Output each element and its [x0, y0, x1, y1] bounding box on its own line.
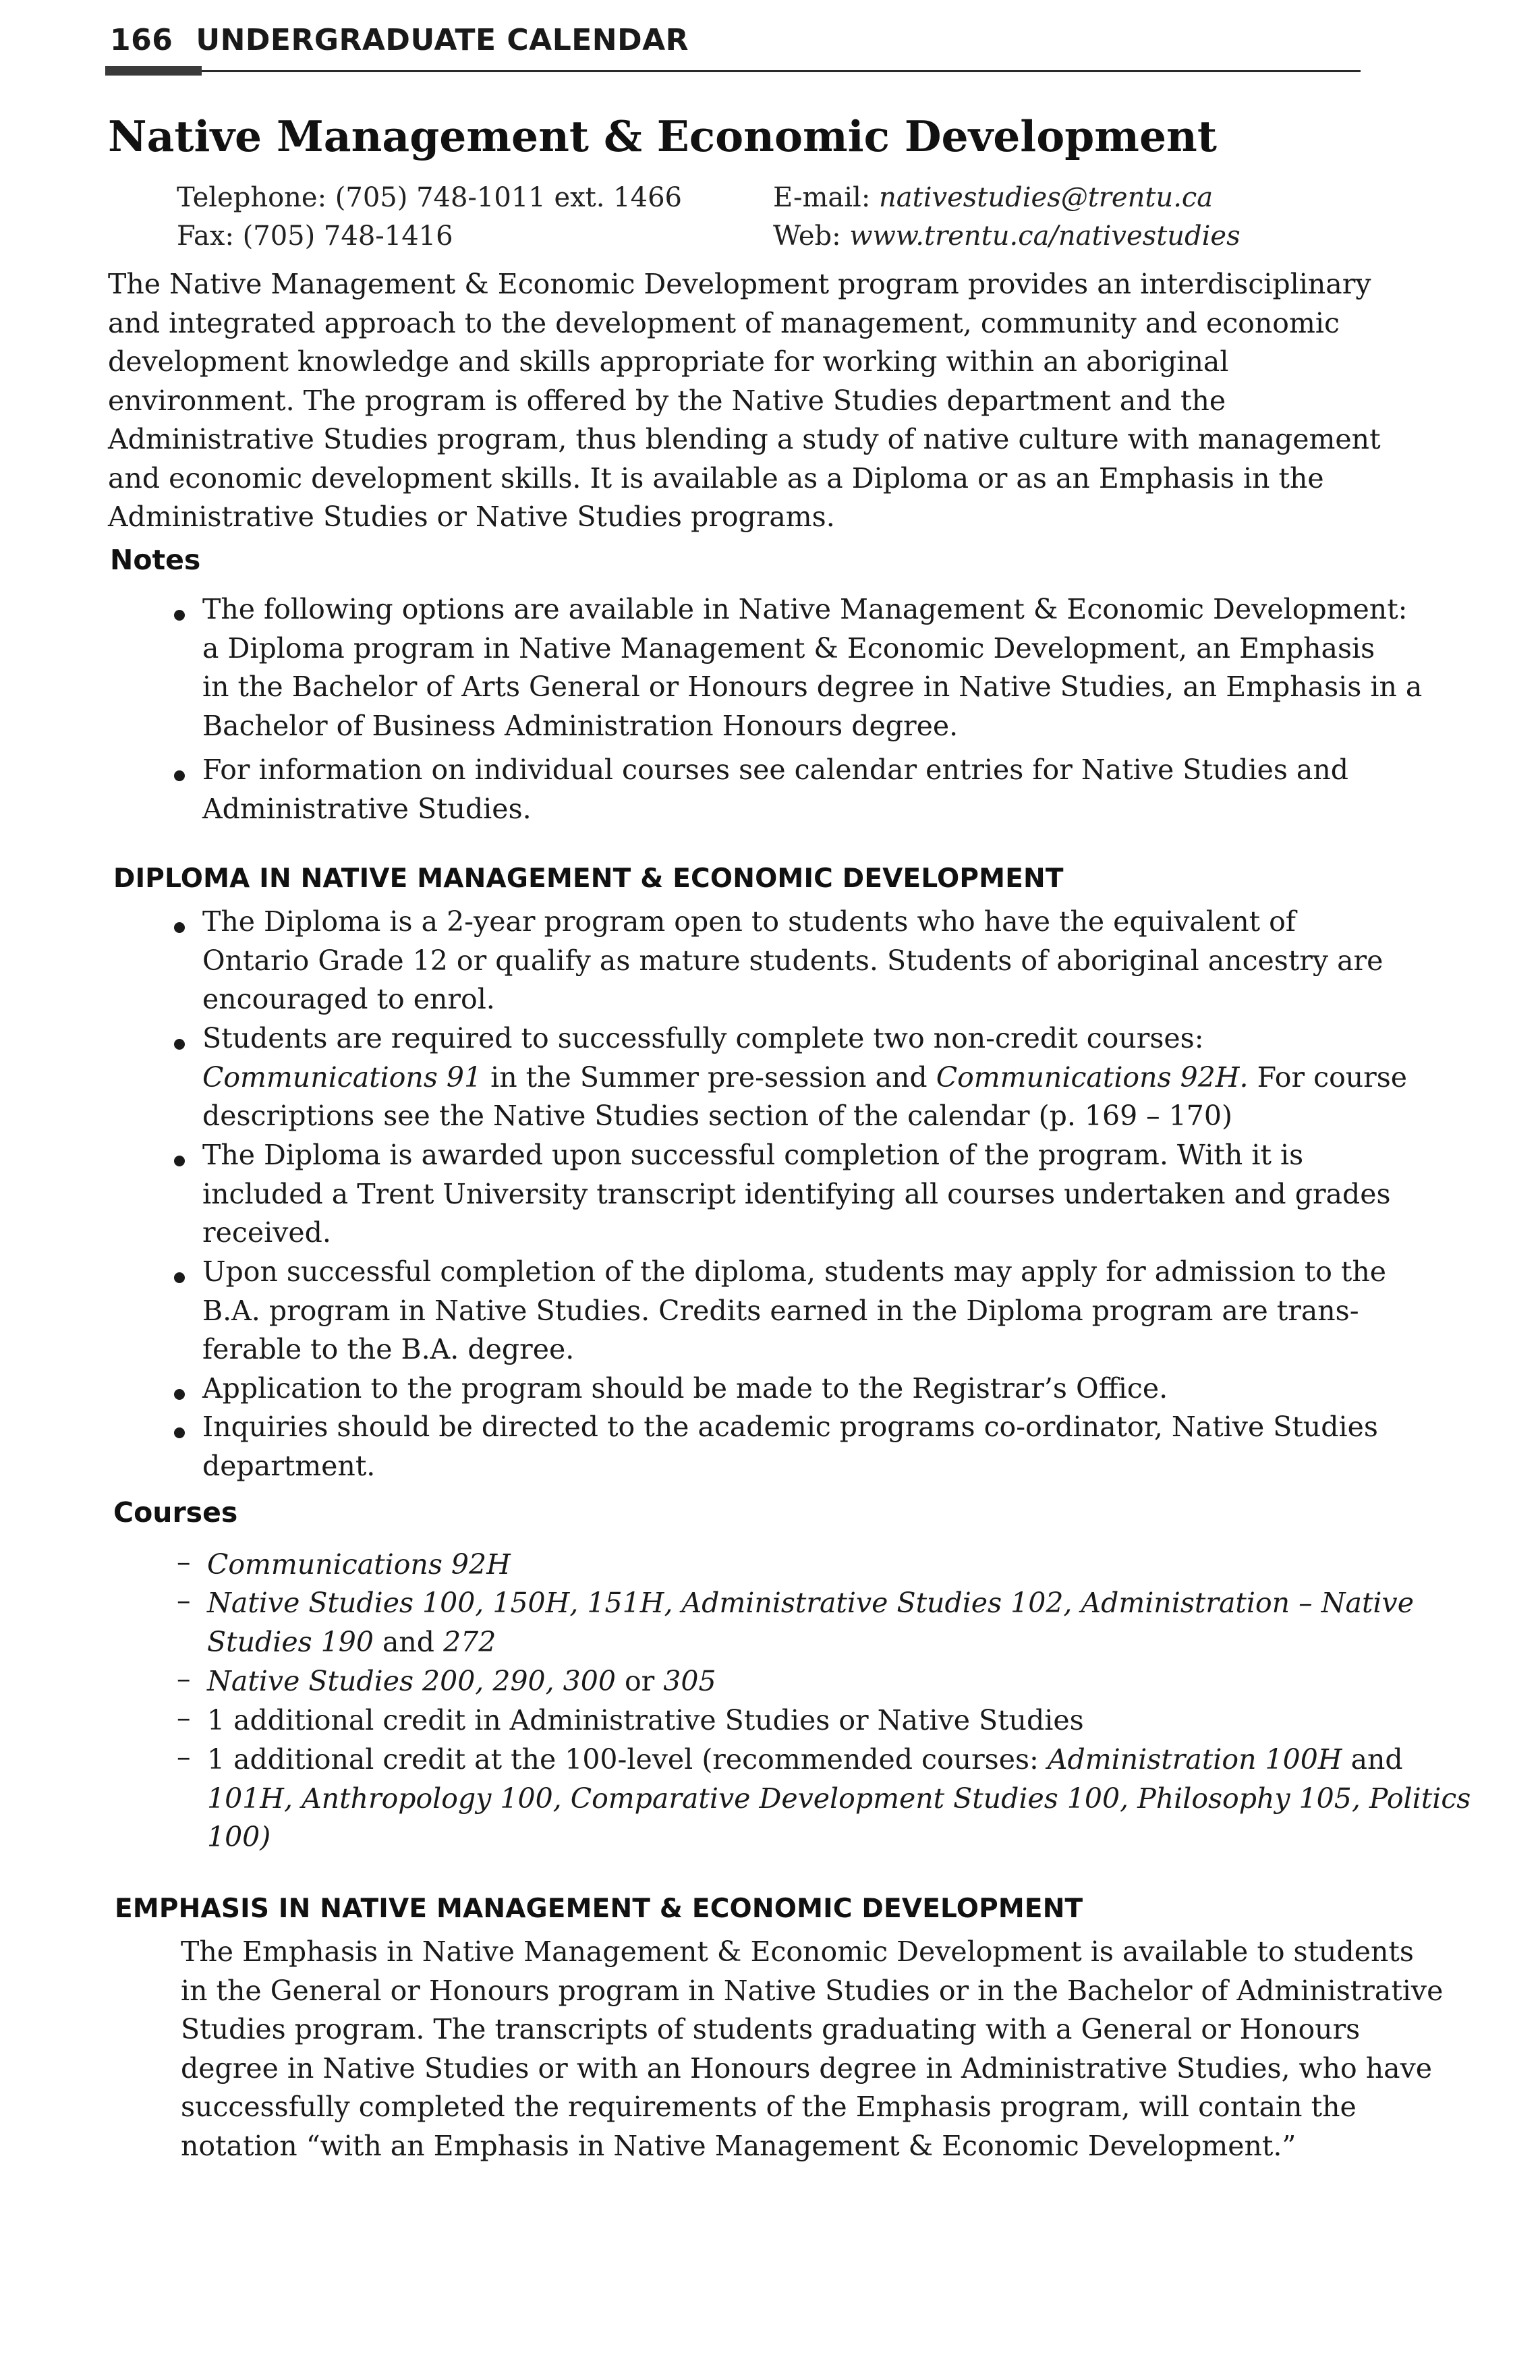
diploma-item-line: encouraged to enrol.	[202, 983, 495, 1015]
diploma-heading: DIPLOMA IN NATIVE MANAGEMENT & ECONOMIC DEVELOPMENT	[113, 863, 1064, 894]
course-item-text: 1 additional credit at the 100-level (recommended courses:	[207, 1743, 1048, 1776]
fax	[177, 221, 453, 252]
running-header-title: UNDERGRADUATE CALENDAR	[196, 23, 689, 57]
bullet-icon	[174, 922, 185, 933]
diploma-item-line: Students are required to successfully complete two non-credit courses:	[202, 1022, 1204, 1054]
diploma-item	[202, 1019, 1407, 1136]
diploma-item-line: department.	[202, 1449, 376, 1482]
course-name: 101H, Anthropology 100, Comparative Development Studies 100, Philosophy 105, Politics	[207, 1782, 1471, 1815]
diploma-item-line: ferable to the B.A. degree.	[202, 1333, 575, 1365]
dash-marker: –	[177, 1701, 191, 1734]
diploma-item-line: Inquiries should be directed to the academic programs co-ordinator, Native Studies	[202, 1411, 1378, 1443]
bullet-icon	[174, 770, 185, 781]
course-item-text: and	[1342, 1743, 1403, 1776]
page-title: Native Management & Economic Development	[108, 111, 1217, 161]
course-name: 100)	[207, 1821, 271, 1853]
course-name: Native Studies 100, 150H, 151H, Administrative Studies 102, Administration – Native	[207, 1587, 1414, 1619]
emphasis-line: degree in Native Studies or with an Honours degree in Administrative Studies, who have	[181, 2051, 1433, 2085]
notes-item-line: in the Bachelor of Arts General or Honours degree in Native Studies, an Emphasis in a	[202, 671, 1423, 703]
diploma-item	[202, 1408, 1378, 1485]
diploma-item	[202, 1136, 1391, 1253]
intro-line: Administrative Studies program, thus blending a study of native culture with management	[108, 423, 1381, 455]
diploma-item-text: in the Summer pre-session and	[482, 1060, 936, 1094]
fax-label: Fax:	[177, 221, 234, 252]
course-item-line	[207, 1740, 1471, 1780]
email-link[interactable]: nativestudies@trentu.ca	[879, 182, 1214, 213]
course-item	[207, 1546, 511, 1585]
bullet-icon	[174, 1427, 185, 1438]
emphasis-line: The Emphasis in Native Management & Economic Development is available to students	[181, 1935, 1414, 1968]
emphasis-paragraph	[181, 1933, 1443, 2165]
diploma-item-line: The Diploma is a 2-year program open to students who have the equivalent of	[202, 905, 1296, 938]
bullet-icon	[174, 1389, 185, 1400]
telephone	[177, 182, 682, 213]
course-item	[207, 1740, 1471, 1857]
notes-item	[202, 590, 1422, 745]
course-item	[207, 1584, 1414, 1662]
intro-line: development knowledge and skills appropriate for working within an aboriginal	[108, 345, 1229, 378]
emphasis-line: notation “with an Emphasis in Native Management & Economic Development.”	[181, 2129, 1296, 2162]
diploma-item-line: Ontario Grade 12 or qualify as mature students. Students of aboriginal ancestry are	[202, 944, 1384, 977]
course-name: 305	[663, 1665, 716, 1697]
web-link[interactable]: www.trentu.ca/nativestudies	[849, 221, 1240, 252]
email-label: E-mail:	[773, 182, 871, 213]
course-name: Administration 100H	[1047, 1743, 1342, 1776]
page-number: 166	[110, 23, 173, 57]
course-name: 272	[443, 1625, 496, 1658]
notes-item	[202, 751, 1348, 828]
notes-item-line: For information on individual courses see calendar entries for Native Studies and	[202, 754, 1348, 786]
intro-line: The Native Management & Economic Development program provides an interdisciplinary	[108, 268, 1371, 300]
diploma-item-line: received.	[202, 1216, 331, 1249]
diploma-item-line: B.A. program in Native Studies. Credits earned in the Diploma program are trans-	[202, 1294, 1359, 1327]
notes-item-line: The following options are available in Native Management & Economic Development:	[202, 593, 1408, 625]
intro-paragraph	[108, 265, 1381, 537]
notes-item-line: a Diploma program in Native Management & Economic Development, an Emphasis	[202, 631, 1375, 664]
course-name: Communications 92H	[207, 1548, 511, 1581]
web	[773, 221, 1240, 252]
diploma-item	[202, 903, 1383, 1019]
course-name: Native Studies 200, 290, 300	[207, 1665, 616, 1697]
running-header	[110, 23, 689, 57]
course-name: Studies 190	[207, 1625, 374, 1658]
diploma-item-line: The Diploma is awarded upon successful completion of the program. With it is	[202, 1139, 1304, 1171]
diploma-item-line: Application to the program should be made to the Registrar’s Office.	[202, 1372, 1168, 1405]
course-item-line	[207, 1623, 1414, 1662]
intro-line: and economic development skills. It is available as a Diploma or as an Emphasis in the	[108, 461, 1324, 494]
emphasis-heading: EMPHASIS IN NATIVE MANAGEMENT & ECONOMIC DEVELOPMENT	[115, 1894, 1083, 1924]
emphasis-line: successfully completed the requirements of the Emphasis program, will contain the	[181, 2091, 1357, 2123]
intro-line: environment. The program is offered by the Native Studies department and the	[108, 384, 1226, 417]
course-item-text: and	[373, 1625, 444, 1658]
telephone-label: Telephone:	[177, 182, 327, 213]
header-rule-block	[105, 66, 202, 76]
course-name: Communications 91	[202, 1060, 482, 1094]
emphasis-line: Studies program. The transcripts of students graduating with a General or Honours	[181, 2013, 1361, 2045]
diploma-item	[202, 1253, 1386, 1369]
diploma-item-line: included a Trent University transcript identifying all courses undertaken and grades	[202, 1177, 1391, 1210]
intro-line: and integrated approach to the development of management, community and economic	[108, 306, 1340, 339]
dash-marker: –	[177, 1662, 191, 1695]
dash-marker: –	[177, 1546, 191, 1578]
email	[773, 182, 1213, 213]
notes-item-line: Bachelor of Business Administration Honours degree.	[202, 709, 959, 742]
diploma-item-line: Upon successful completion of the diploma, students may apply for admission to the	[202, 1255, 1387, 1288]
course-item-text: or	[615, 1665, 664, 1697]
course-item	[207, 1701, 1084, 1740]
bullet-icon	[174, 610, 185, 621]
diploma-item-line	[202, 1058, 1407, 1098]
fax-value: (705) 748-1416	[242, 221, 453, 252]
bullet-icon	[174, 1272, 185, 1283]
emphasis-line: in the General or Honours program in Native Studies or in the Bachelor of Administrative	[181, 1974, 1444, 2007]
notes-heading: Notes	[110, 544, 201, 576]
notes-item-line: Administrative Studies.	[202, 792, 532, 825]
header-rule-line	[202, 70, 1361, 72]
telephone-value: (705) 748-1011 ext. 1466	[335, 182, 682, 213]
dash-marker: –	[177, 1584, 191, 1616]
intro-line: Administrative Studies or Native Studies programs.	[108, 501, 835, 533]
diploma-item-text: For course	[1248, 1060, 1408, 1094]
bullet-icon	[174, 1156, 185, 1166]
course-item-line: 1 additional credit in Administrative Studies or Native Studies	[207, 1704, 1084, 1736]
course-item-line	[207, 1662, 716, 1701]
dash-marker: –	[177, 1740, 191, 1773]
courses-heading: Courses	[113, 1496, 238, 1529]
diploma-item-line: descriptions see the Native Studies section of the calendar (p. 169 – 170)	[202, 1100, 1232, 1132]
diploma-item	[202, 1369, 1168, 1409]
web-label: Web:	[773, 221, 841, 252]
bullet-icon	[174, 1039, 185, 1050]
course-item	[207, 1662, 716, 1701]
course-name: Communications 92H.	[936, 1060, 1249, 1094]
